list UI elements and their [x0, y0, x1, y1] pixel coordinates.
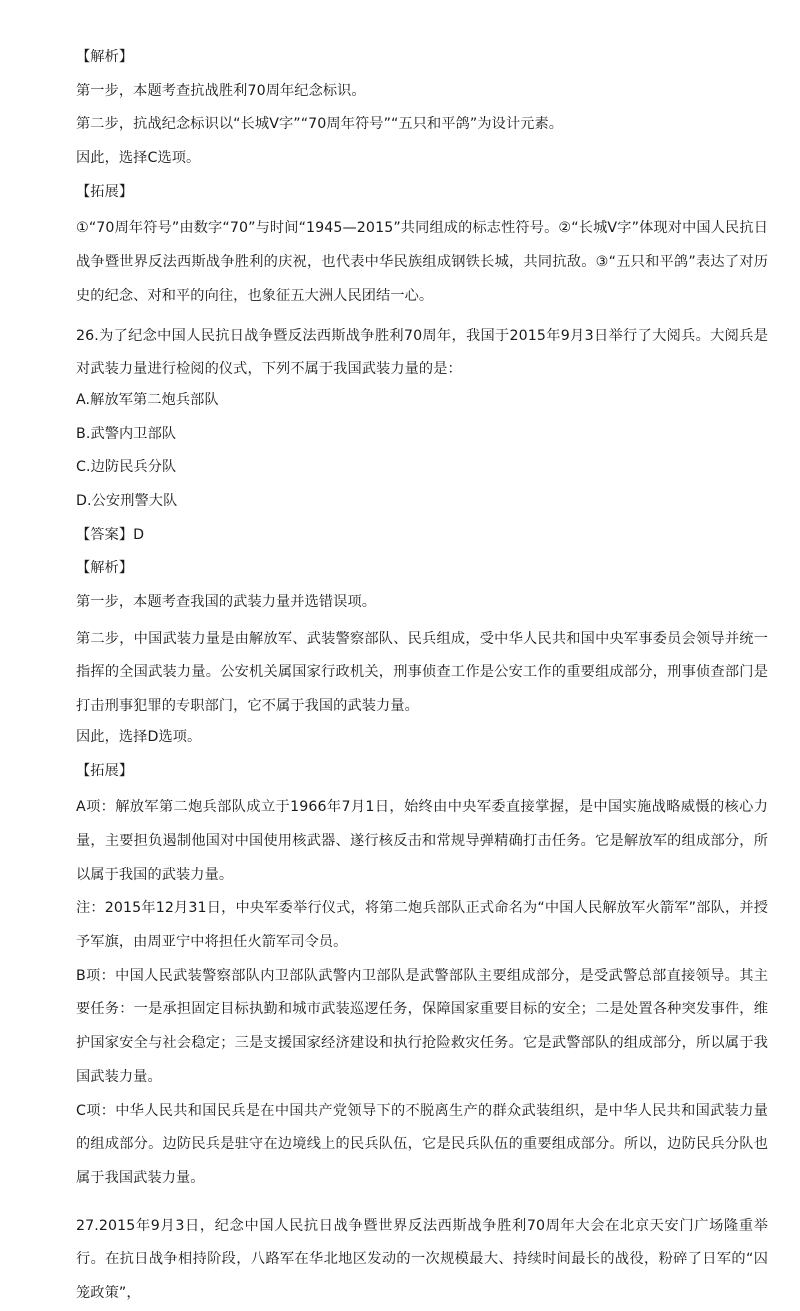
analysis-step-2: 第二步，抗战纪念标识以“长城V字”“70周年符号”“五只和平鸽”为设计元素。	[76, 116, 564, 133]
option-a: A.解放军第二炮兵部队	[76, 391, 219, 408]
question-26-stem: 26.为了纪念中国人民抗日战争暨反法西斯战争胜利70周年，我国于2015年9月3日举行了大阅兵。大阅兵是对武装力量进行检阅的仪式，下列不属于我国武装力量的是：	[76, 327, 768, 378]
extension-item-a: A项：解放军第二炮兵部队成立于1966年7月1日，始终由中央军委直接掌握，是中国实施战略威慑的核心力量，主要担负遏制他国对中国使用核武器、遂行核反击和常规导弹精确打击任务。它是解放军的组成部分，所以属于我国的武装力量。	[76, 799, 768, 883]
analysis-step-1-q26: 第一步，本题考查我国的武装力量并选错误项。	[76, 594, 377, 611]
extension-note: 注：2015年12月31日，中央军委举行仪式，将第二炮兵部队正式命名为“中国人民解放军火箭军”部队，并授予军旗，由周亚宁中将担任火箭军司令员。	[76, 900, 768, 951]
analysis-conclusion-q26: 因此，选择D选项。	[76, 728, 202, 745]
section-heading-extension: 【拓展】	[76, 183, 134, 200]
document-page	[76, 44, 768, 1311]
analysis-step-1: 第一步，本题考查抗战胜利70周年纪念标识。	[76, 82, 366, 99]
option-c: C.边防民兵分队	[76, 459, 177, 476]
option-b: B.武警内卫部队	[76, 425, 177, 442]
section-heading-analysis-2: 【解析】	[76, 560, 134, 577]
analysis-step-2-q26: 第二步，中国武装力量是由解放军、武装警察部队、民兵组成，受中华人民共和国中央军事委员会领导并统一指挥的全国武装力量。公安机关属国家行政机关，刑事侦查工作是公安工作的重要组成部分，刑事侦查部门是打击刑事犯罪的专职部门，它不属于我国的武装力量。	[76, 630, 768, 715]
extension-item-c: C项：中华人民共和国民兵是在中国共产党领导下的不脱离生产的群众武装组织，是中华人民共和国武装力量的组成部分。边防民兵是驻守在边境线上的民兵队伍，它是民兵队伍的重要组成部分。所以，边防民兵分队也属于我国武装力量。	[76, 1102, 768, 1186]
analysis-conclusion: 因此，选择C选项。	[76, 150, 201, 167]
extension-item-b: B项：中国人民武装警察部队内卫部队武警内卫部队是武警部队主要组成部分，是受武警总部直接领导。其主要任务：一是承担固定目标执勤和城市武装巡逻任务，保障国家重要目标的安全；二是处置各种突发事件，维护国家安全与社会稳定；三是支援国家经济建设和执行抢险救灾任务。它是武警部队的组成部分，所以属于我国武装力量。	[76, 967, 768, 1085]
section-heading-extension-2: 【拓展】	[76, 762, 134, 779]
section-heading-analysis: 【解析】	[76, 49, 134, 65]
extension-paragraph: ①“70周年符号”由数字“70”与时间“1945—2015”共同组成的标志性符号。②“长城V字”体现对中国人民抗日战争暨世界反法西斯战争胜利的庆祝，也代表中华民族组成钢铁长城，共同抗敌。③“五只和平鸽”表达了对历史的纪念、对和平的向往，也象征五大洲人民团结一心。	[76, 220, 768, 304]
option-d: D.公安刑警大队	[76, 493, 178, 510]
spacer	[76, 1196, 768, 1210]
question-27-stem: 27.2015年9月3日，纪念中国人民抗日战争暨世界反法西斯战争胜利70周年大会在北京天安门广场隆重举行。在抗日战争相持阶段，八路军在华北地区发动的一次规模最大、持续时间最长的战役，粉碎了日军的“囚笼政策”，	[76, 1217, 768, 1302]
answer-line: 【答案】D	[76, 526, 145, 543]
